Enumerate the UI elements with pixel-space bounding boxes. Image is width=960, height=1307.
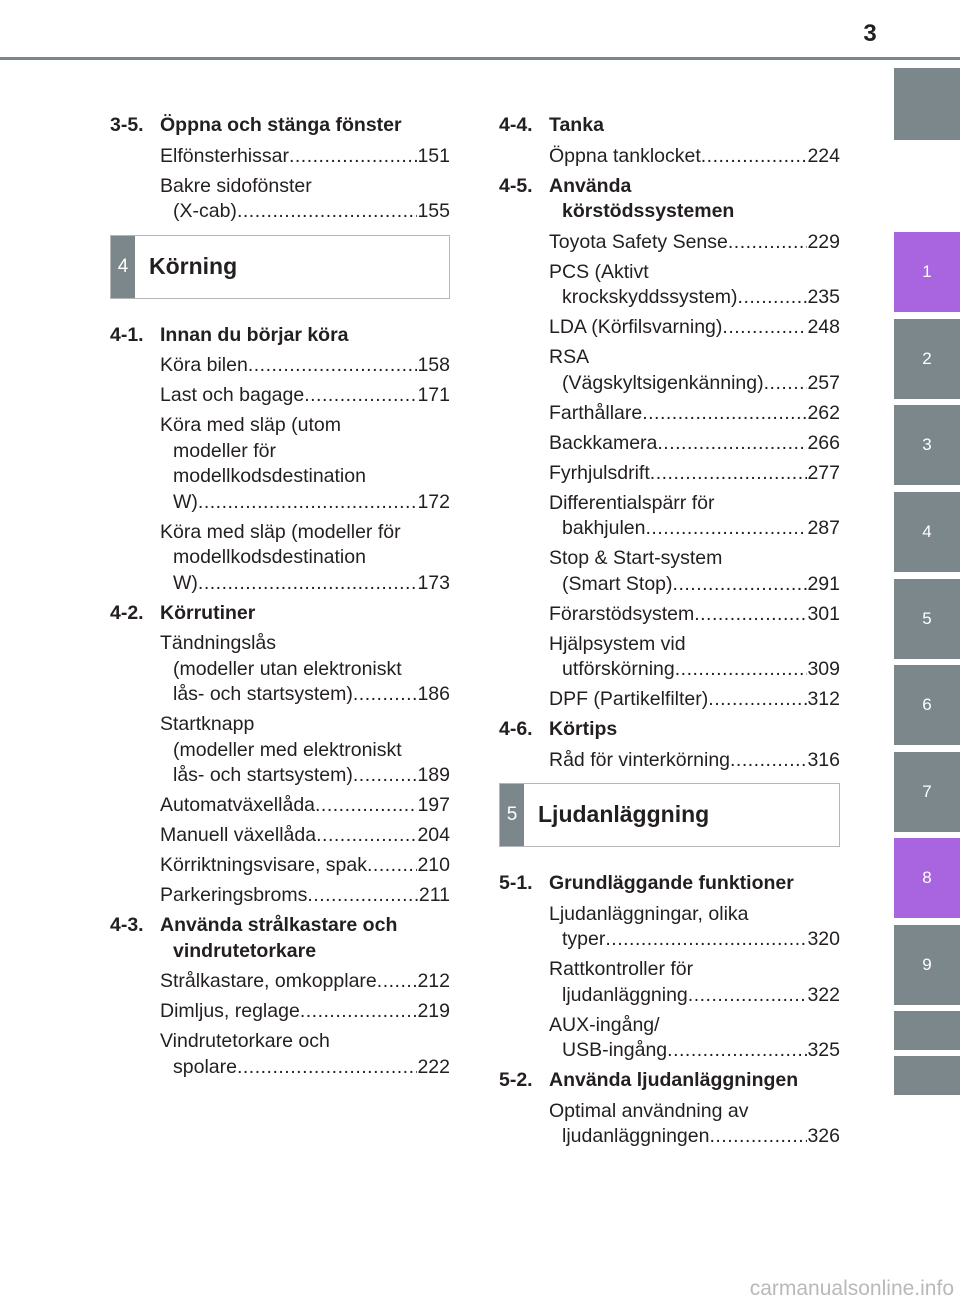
toc-entry-text: Tändningslås bbox=[160, 632, 276, 654]
chapter-tab-blank[interactable] bbox=[894, 68, 960, 140]
section-title: Använda ljudanläggningen bbox=[549, 1069, 799, 1091]
chapter-tab-9[interactable]: 9 bbox=[894, 925, 960, 1005]
chapter-tab-2[interactable]: 2 bbox=[894, 319, 960, 399]
section-title: Körrutiner bbox=[160, 601, 256, 624]
toc-page-number: 222 bbox=[417, 1055, 450, 1078]
chapter-number: 4 bbox=[111, 236, 135, 298]
section-number: 5-1. bbox=[499, 872, 533, 894]
toc-entry-text: Backkamera bbox=[549, 431, 658, 454]
dot-leader bbox=[701, 144, 808, 170]
dot-leader bbox=[353, 763, 418, 789]
toc-entry-text: (modeller med elektroniskt bbox=[173, 738, 402, 761]
toc-entry[interactable] bbox=[160, 883, 450, 909]
toc-page-number: 204 bbox=[417, 824, 450, 846]
toc-page-number: 197 bbox=[417, 794, 450, 816]
toc-entry[interactable] bbox=[549, 687, 840, 713]
toc-entry[interactable] bbox=[160, 853, 450, 879]
dot-leader bbox=[353, 682, 418, 708]
toc-page-number: 257 bbox=[807, 371, 840, 394]
toc-entry[interactable] bbox=[549, 431, 840, 457]
dot-leader bbox=[738, 285, 808, 311]
toc-entry-text: Råd för vinterkörning bbox=[549, 748, 731, 771]
toc-entry[interactable] bbox=[160, 413, 450, 515]
section-title: Öppna och stänga fönster bbox=[160, 114, 402, 136]
toc-page-number: 312 bbox=[807, 688, 840, 710]
chapter-heading bbox=[499, 783, 840, 847]
toc-entry[interactable] bbox=[160, 631, 450, 708]
section-heading[interactable] bbox=[110, 323, 450, 349]
toc-entry-text: Köra med släp (modeller för bbox=[160, 520, 401, 543]
toc-entry[interactable] bbox=[549, 748, 840, 774]
toc-page-number: 301 bbox=[807, 602, 840, 625]
dot-leader bbox=[300, 999, 418, 1025]
toc-page-number: 322 bbox=[807, 983, 840, 1006]
toc-page-number: 229 bbox=[807, 230, 840, 253]
dot-leader bbox=[650, 461, 808, 487]
toc-entry-text: Fyrhjulsdrift bbox=[549, 461, 650, 484]
toc-entry-text: spolare bbox=[173, 1055, 237, 1078]
toc-entry-text: ljudanläggning bbox=[562, 983, 688, 1006]
toc-entry-text: modellkodsdestination bbox=[173, 546, 366, 568]
dot-leader bbox=[657, 431, 807, 457]
dot-leader bbox=[673, 572, 808, 598]
toc-entry-text: Rattkontroller för bbox=[549, 958, 694, 980]
toc-page-number: 266 bbox=[807, 431, 840, 454]
dot-leader bbox=[198, 571, 418, 597]
toc-page-number: 326 bbox=[807, 1125, 840, 1147]
dot-leader bbox=[708, 687, 807, 713]
section-number: 5-2. bbox=[499, 1069, 533, 1091]
toc-right-column bbox=[499, 113, 840, 1154]
toc-entry[interactable] bbox=[549, 345, 840, 396]
toc-entry-text: Hjälpsystem vid bbox=[549, 632, 686, 655]
chapter-tab-1[interactable]: 1 bbox=[894, 232, 960, 312]
section-number: 4-5. bbox=[499, 174, 533, 197]
toc-entry[interactable] bbox=[549, 315, 840, 341]
page-number: 3 bbox=[863, 20, 877, 47]
toc-entry-text: Körriktningsvisare, spak bbox=[160, 854, 367, 876]
toc-entry[interactable] bbox=[549, 957, 840, 1008]
toc-page-number: 309 bbox=[807, 658, 840, 680]
chapter-number: 5 bbox=[500, 784, 524, 846]
toc-entry[interactable] bbox=[160, 712, 450, 789]
toc-entry-text: Elfönsterhissar bbox=[160, 144, 289, 167]
toc-entry-text: Vindrutetorkare och bbox=[160, 1030, 330, 1052]
section-title: Körtips bbox=[549, 718, 618, 740]
dot-leader bbox=[367, 853, 417, 879]
chapter-tab-5[interactable]: 5 bbox=[894, 579, 960, 659]
section-heading[interactable] bbox=[110, 601, 450, 627]
toc-entry-text: W) bbox=[173, 490, 198, 513]
toc-entry[interactable] bbox=[549, 491, 840, 542]
toc-entry-text: (Smart Stop) bbox=[562, 572, 673, 595]
dot-leader bbox=[605, 927, 807, 953]
dot-leader bbox=[307, 883, 419, 909]
dot-leader bbox=[248, 353, 418, 379]
toc-entry-text: Parkeringsbroms bbox=[160, 884, 308, 906]
section-title: Grundläggande funktioner bbox=[549, 872, 794, 894]
chapter-tab-blank[interactable] bbox=[894, 1056, 960, 1095]
toc-page-number: 172 bbox=[417, 490, 450, 513]
toc-entry-text: Manuell växellåda bbox=[160, 824, 317, 846]
toc-entry[interactable] bbox=[160, 823, 450, 849]
toc-entry-text: modellkodsdestination bbox=[173, 465, 366, 487]
chapter-tab-4[interactable]: 4 bbox=[894, 492, 960, 572]
toc-entry[interactable] bbox=[549, 260, 840, 311]
toc-entry-text: typer bbox=[562, 928, 606, 950]
dot-leader bbox=[198, 490, 418, 516]
toc-entry-text: (Vägskyltsigenkänning) bbox=[562, 371, 764, 394]
chapter-tab-8[interactable]: 8 bbox=[894, 838, 960, 918]
toc-entry-text: Ljudanläggningar, olika bbox=[549, 902, 749, 925]
toc-page-number: 210 bbox=[417, 854, 450, 876]
toc-entry[interactable] bbox=[549, 632, 840, 683]
toc-entry-text: Last och bagage bbox=[160, 384, 305, 406]
toc-page-number: 212 bbox=[417, 970, 450, 992]
toc-entry[interactable] bbox=[549, 461, 840, 487]
chapter-tab-7[interactable]: 7 bbox=[894, 752, 960, 832]
toc-page-number: 287 bbox=[807, 517, 840, 539]
section-number: 4-2. bbox=[110, 601, 144, 624]
toc-page-number: 189 bbox=[417, 764, 450, 786]
toc-entry[interactable] bbox=[160, 383, 450, 409]
dot-leader bbox=[667, 1038, 807, 1064]
toc-entry-text: Öppna tanklocket bbox=[549, 144, 701, 167]
toc-page-number: 158 bbox=[417, 354, 450, 376]
toc-entry-text: (modeller utan elektroniskt bbox=[173, 657, 402, 680]
dot-leader bbox=[675, 657, 808, 683]
section-number: 3-5. bbox=[110, 114, 144, 136]
toc-entry-text: lås- och startsystem) bbox=[173, 683, 353, 705]
toc-page-number: 320 bbox=[807, 928, 840, 950]
section-heading[interactable] bbox=[499, 871, 840, 897]
toc-entry[interactable] bbox=[549, 1099, 840, 1150]
dot-leader bbox=[289, 144, 417, 170]
dot-leader bbox=[730, 748, 807, 774]
dot-leader bbox=[642, 401, 807, 427]
toc-left-column bbox=[110, 113, 450, 1085]
toc-entry-text: W) bbox=[173, 571, 198, 594]
toc-entry-text: Bakre sidofönster bbox=[160, 174, 312, 197]
toc-page-number: 186 bbox=[417, 683, 450, 705]
toc-page-number: 325 bbox=[807, 1039, 840, 1061]
toc-entry-text: Förarstödsystem bbox=[549, 602, 695, 625]
toc-entry[interactable] bbox=[160, 1029, 450, 1080]
section-title: Använda strålkastare och bbox=[160, 914, 398, 936]
toc-entry-text: USB-ingång bbox=[562, 1039, 668, 1061]
watermark: carmanualsonline.info bbox=[749, 1277, 954, 1300]
toc-entry[interactable] bbox=[160, 520, 450, 597]
toc-entry[interactable] bbox=[549, 144, 840, 170]
toc-page-number: 211 bbox=[418, 884, 450, 906]
toc-page-number: 155 bbox=[417, 200, 450, 222]
toc-page-number: 316 bbox=[807, 748, 840, 771]
toc-entry[interactable] bbox=[549, 401, 840, 427]
toc-page-number: 224 bbox=[807, 144, 840, 167]
dot-leader bbox=[316, 823, 417, 849]
toc-entry[interactable] bbox=[160, 969, 450, 995]
dot-leader bbox=[688, 983, 808, 1009]
chapter-heading bbox=[110, 235, 450, 299]
toc-entry[interactable] bbox=[160, 793, 450, 819]
toc-entry-text: PCS (Aktivt bbox=[549, 260, 649, 283]
dot-leader bbox=[764, 371, 808, 397]
toc-entry-text: krockskyddssystem) bbox=[562, 286, 738, 308]
toc-entry[interactable] bbox=[549, 1013, 840, 1064]
chapter-title: Körning bbox=[149, 252, 238, 279]
dot-leader bbox=[694, 602, 807, 628]
toc-entry-text: lås- och startsystem) bbox=[173, 764, 353, 786]
toc-entry-text: Strålkastare, omkopplare bbox=[160, 970, 377, 992]
chapter-title: Ljudanläggning bbox=[538, 801, 710, 828]
toc-entry[interactable] bbox=[549, 902, 840, 953]
toc-page-number: 277 bbox=[807, 461, 840, 484]
toc-entry-text: Stop & Start-system bbox=[549, 547, 723, 569]
section-title: körstödssystemen bbox=[562, 200, 735, 222]
toc-entry[interactable] bbox=[549, 602, 840, 628]
section-number: 4-3. bbox=[110, 914, 144, 936]
chapter-tab-6[interactable]: 6 bbox=[894, 665, 960, 745]
toc-page-number: 235 bbox=[807, 286, 840, 308]
section-heading[interactable] bbox=[499, 1068, 840, 1094]
toc-entry-text: ljudanläggningen bbox=[562, 1125, 710, 1147]
header-rule bbox=[0, 57, 960, 60]
section-heading[interactable] bbox=[499, 174, 840, 225]
section-heading[interactable] bbox=[110, 113, 450, 139]
toc-entry-text: Farthållare bbox=[549, 401, 643, 424]
toc-entry-text: (X-cab) bbox=[173, 200, 237, 222]
toc-page-number: 291 bbox=[807, 572, 840, 595]
toc-page-number: 173 bbox=[417, 571, 450, 594]
dot-leader bbox=[722, 315, 807, 341]
toc-entry-text: Differentialspärr för bbox=[549, 491, 715, 514]
dot-leader bbox=[709, 1124, 807, 1150]
section-title: Använda bbox=[549, 174, 632, 197]
toc-entry-text: LDA (Körfilsvarning) bbox=[549, 316, 723, 338]
toc-entry-text: Optimal användning av bbox=[549, 1099, 749, 1122]
toc-entry-text: utförskörning bbox=[562, 658, 675, 680]
section-heading[interactable] bbox=[110, 913, 450, 964]
toc-page-number: 151 bbox=[417, 144, 450, 167]
toc-page-number: 171 bbox=[417, 384, 450, 406]
section-title: Innan du börjar köra bbox=[160, 323, 349, 346]
toc-page-number: 262 bbox=[807, 401, 840, 424]
dot-leader bbox=[728, 230, 808, 256]
toc-entry-text: Startknapp bbox=[160, 713, 255, 735]
toc-entry[interactable] bbox=[160, 144, 450, 170]
toc-entry-text: Automatväxellåda bbox=[160, 794, 316, 816]
toc-page-number: 219 bbox=[417, 1000, 450, 1022]
toc-entry-text: DPF (Partikelfilter) bbox=[549, 688, 709, 710]
section-title: Tanka bbox=[549, 114, 604, 136]
toc-entry-text: Dimljus, reglage bbox=[160, 1000, 300, 1022]
section-number: 4-4. bbox=[499, 114, 533, 136]
toc-page-number: 248 bbox=[807, 316, 840, 338]
chapter-tab-blank[interactable] bbox=[894, 1011, 960, 1050]
toc-entry[interactable] bbox=[549, 230, 840, 256]
section-number: 4-1. bbox=[110, 323, 144, 346]
toc-entry[interactable] bbox=[549, 546, 840, 597]
toc-entry[interactable] bbox=[160, 999, 450, 1025]
toc-entry-text: Toyota Safety Sense bbox=[549, 230, 728, 253]
toc-entry-text: AUX-ingång/ bbox=[549, 1013, 660, 1036]
toc-entry[interactable] bbox=[160, 353, 450, 379]
dot-leader bbox=[304, 383, 417, 409]
toc-entry-text: modeller för bbox=[173, 439, 276, 462]
dot-leader bbox=[377, 969, 418, 995]
toc-entry[interactable] bbox=[160, 174, 450, 225]
toc-entry-text: RSA bbox=[549, 346, 590, 368]
chapter-tab-3[interactable]: 3 bbox=[894, 405, 960, 485]
section-heading[interactable] bbox=[499, 113, 840, 139]
toc-entry-text: Köra med släp (utom bbox=[160, 414, 341, 436]
toc-entry-text: bakhjulen bbox=[562, 517, 646, 539]
dot-leader bbox=[315, 793, 417, 819]
toc-entry-text: Köra bilen bbox=[160, 354, 248, 376]
section-title: vindrutetorkare bbox=[173, 939, 317, 962]
section-number: 4-6. bbox=[499, 718, 533, 740]
dot-leader bbox=[237, 199, 418, 225]
dot-leader bbox=[237, 1055, 417, 1081]
section-heading[interactable] bbox=[499, 717, 840, 743]
dot-leader bbox=[645, 516, 807, 542]
